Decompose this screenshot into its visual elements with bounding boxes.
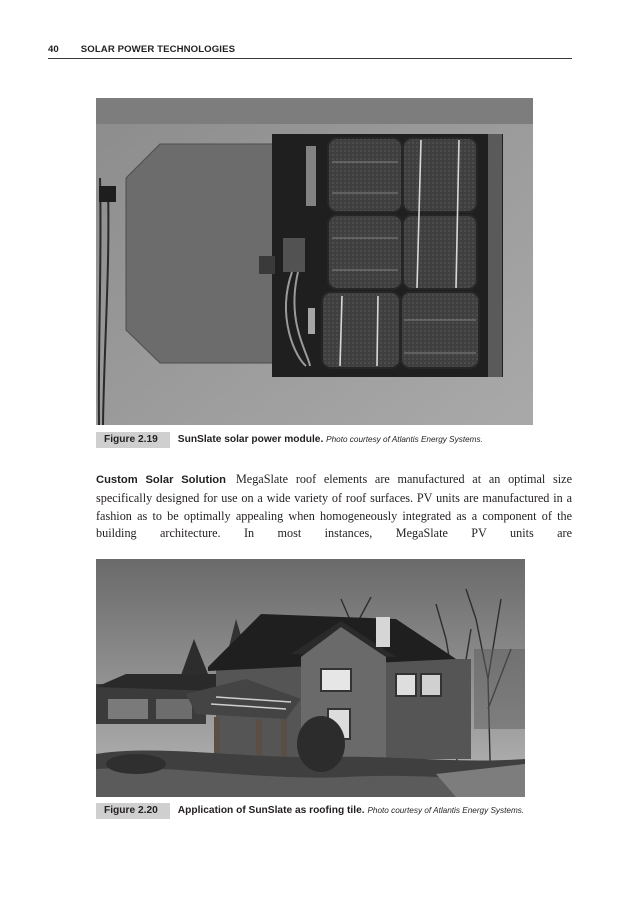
figure-2-20-caption bbox=[96, 803, 556, 819]
page-number: 40 bbox=[48, 44, 59, 55]
running-header bbox=[48, 44, 572, 59]
figure-2-19-title: SunSlate solar power module. bbox=[177, 434, 324, 445]
running-title: SOLAR POWER TECHNOLOGIES bbox=[80, 44, 236, 55]
figure-2-20-title: Application of SunSlate as roofing tile. bbox=[177, 805, 365, 816]
figure-2-19-label: Figure 2.19 bbox=[96, 432, 170, 448]
figure-2-19-credit: Photo courtesy of Atlantis Energy Systems. bbox=[326, 435, 483, 444]
runin-heading: Custom Solar Solution bbox=[96, 474, 226, 486]
sunslate-roof-house-photo bbox=[96, 559, 525, 797]
figure-2-19-caption bbox=[96, 432, 566, 448]
figure-2-20-label: Figure 2.20 bbox=[96, 803, 170, 819]
paragraph-text: MegaSlate roof elements are manufactured at an optimal size specifically designed for use on a wide variety of roof surfaces. PV units are manufactured in a fashion as to be optimally appealing when homogeneously integrated as a component of the building architecture. In most instances, MegaSlate PV units are bbox=[96, 472, 572, 541]
sunslate-module-photo bbox=[96, 98, 533, 425]
body-paragraph bbox=[96, 471, 572, 543]
figure-2-20-credit: Photo courtesy of Atlantis Energy Systems. bbox=[367, 806, 525, 815]
